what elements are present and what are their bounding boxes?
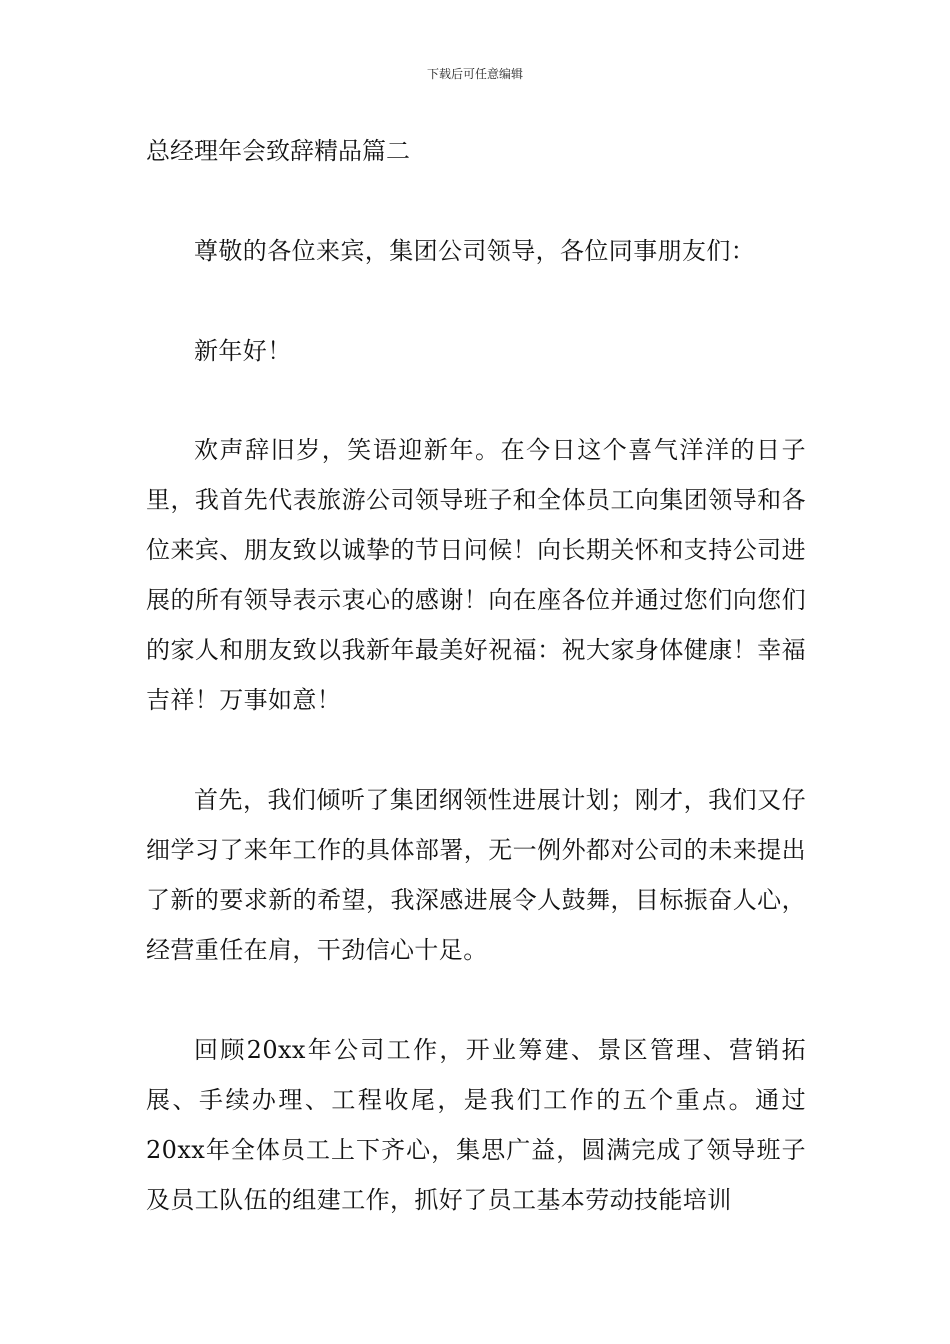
- body-paragraph-3: 回顾20xx年公司工作，开业筹建、景区管理、营销拓展、手续办理、工程收尾，是我们工作的五个重点。通过20xx年全体员工上下齐心，集思广益，圆满完成了领导班子及员工队伍的组建工作，抓好了员工基本劳动技能培训: [146, 1036, 806, 1214]
- body-paragraph-2: 首先，我们倾听了集团纲领性进展计划；刚才，我们又仔细学习了来年工作的具体部署，无一例外都对公司的未来提出了新的要求新的希望，我深感进展令人鼓舞，目标振奋人心，经营重任在肩，干劲信心十足。: [146, 786, 806, 964]
- new-year-paragraph: 新年好！: [194, 337, 292, 365]
- page-header-note: 下载后可任意编辑: [426, 67, 523, 81]
- greeting-paragraph: 尊敬的各位来宾，集团公司领导，各位同事朋友们：: [194, 237, 756, 265]
- body-paragraph-1: 欢声辞旧岁，笑语迎新年。在今日这个喜气洋洋的日子里，我首先代表旅游公司领导班子和全体员工向集团领导和各位来宾、朋友致以诚挚的节日问候！向长期关怀和支持公司进展的所有领导表示衷心的感谢！向在座各位并通过您们向您们的家人和朋友致以我新年最美好祝福：祝大家身体健康！幸福吉祥！万事如意！: [146, 436, 806, 714]
- document-title: 总经理年会致辞精品篇二: [146, 137, 410, 165]
